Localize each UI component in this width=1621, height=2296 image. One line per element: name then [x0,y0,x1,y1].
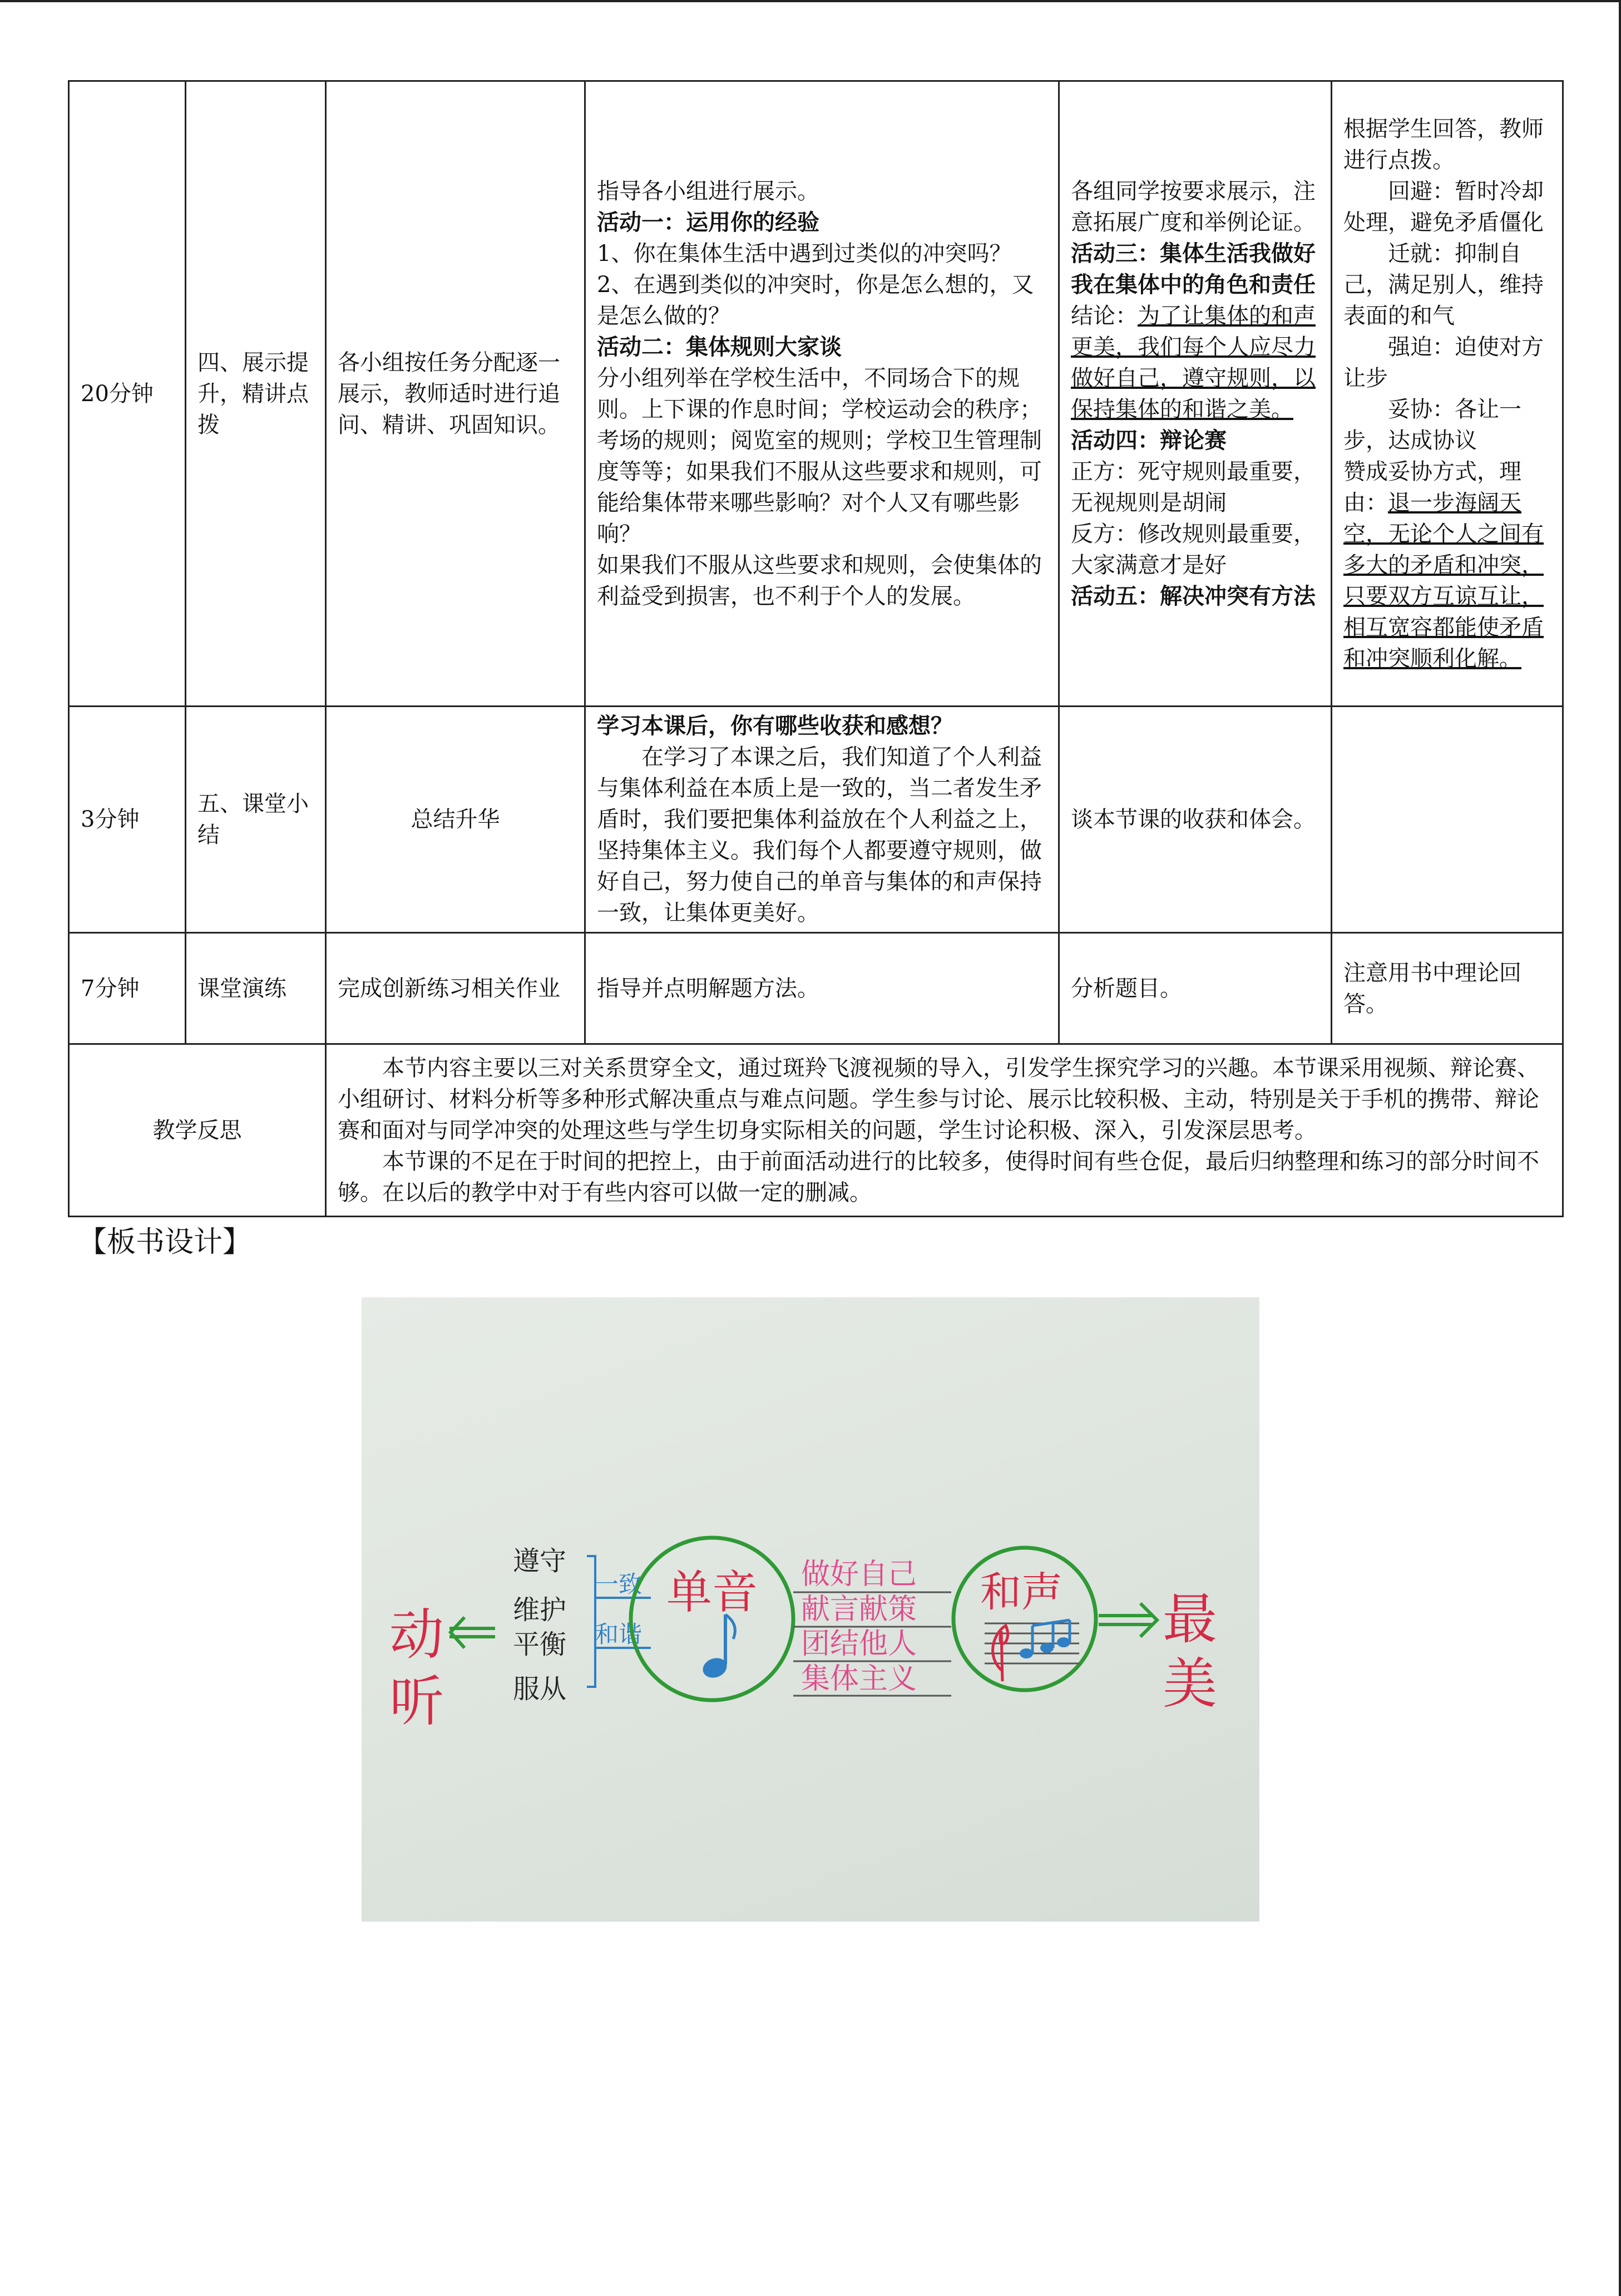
cell-line [1071,238,1319,269]
reflection-text [326,1044,1563,1217]
line-text: 指导并点明解题方法。 [597,975,819,1001]
cell-line [1343,394,1551,456]
design-intent-cell [1332,707,1563,933]
line-text: 回避：暂时冷却处理，避免矛盾僵化 [1343,178,1544,235]
blackboard-design-photo [362,1297,1259,1922]
line-text: 强迫：迫使对方让步 [1343,334,1544,391]
cell-line [597,550,1047,612]
line-text: 迁就：抑制自己，满足别人，维持表面的和气 [1343,240,1544,329]
cell-line [1071,804,1319,835]
cell-line [597,332,1047,363]
line-text: 2、在遇到类似的冲突时，你是怎么想的，又是怎么做的？ [597,271,1034,329]
left-circle-label: 单音 [666,1567,758,1618]
left-big-char: 听 [389,1672,444,1732]
reflection-label: 教学反思 [69,1044,326,1217]
lesson-plan-table [68,80,1564,1217]
line-text: 注意用书中理论回答。 [1343,960,1521,1017]
line-label: 赞成妥协方式，理由： [1343,458,1521,516]
line-text: 活动一：运用你的经验 [597,209,819,235]
line-text: 退一步海阔天空，无论个人之间有多大的矛盾和冲突，只要双方互谅互让，相互宽容都能使矛盾和冲突顺利化解。 [1343,490,1544,671]
cell-line [1343,113,1551,176]
right-big-char: 最 [1163,1590,1218,1650]
cell-line [597,238,1047,269]
music-staff-icon [985,1620,1079,1681]
left-list-item: 遵守 [513,1547,567,1576]
line-text: 分析题目。 [1071,975,1182,1001]
cell-line [1343,176,1551,238]
design-intent-cell [1332,933,1563,1044]
cell-line [597,176,1047,207]
middle-list-item: 集体主义 [801,1663,917,1695]
teacher-activity-cell [585,707,1059,933]
stage-cell: 四、展示提升，精讲点拨 [186,81,326,707]
design-cell: 总结升华 [326,707,585,933]
board-design-title: 【板书设计】 [78,1226,252,1259]
cell-line [597,363,1047,550]
line-text: 各组同学按要求展示，注意拓展广度和举例论证。 [1071,178,1316,235]
left-big-char: 动 [389,1606,444,1666]
student-activity-cell [1059,707,1332,933]
line-text: 妥协：各让一步，达成协议 [1343,396,1521,453]
cell-line [1343,238,1551,332]
middle-list-item: 献言献策 [801,1594,917,1626]
left-list-item: 平衡 [513,1630,567,1660]
cell-line [597,207,1047,238]
right-circle [953,1548,1096,1690]
right-arrow-icon [1099,1603,1157,1637]
line-text: 根据学生回答，教师进行点拨。 [1343,116,1544,173]
reflection-paragraph: 本节内容主要以三对关系贯穿全文，通过斑羚飞渡视频的导入，引发学生探究学习的兴趣。本节课采用视频、辩论赛、小组研讨、材料分析等多种形式解决重点与难点问题。学生参与讨论、展示比较积极、主动，特别是关于手机的携带、辩论赛和面对与同学冲突的处理这些与学生切身实际相关的问题，学生讨论积极、深入，引发深层思考。 [338,1055,1539,1143]
teacher-activity-cell [585,933,1059,1044]
line-text: 分小组列举在学校生活中，不同场合下的规则。上下课的作息时间；学校运动会的秩序；考场的规则；阅览室的规则；学校卫生管理制度等等；如果我们不服从这些要求和规则，可能给集体带来哪些影响？对个人又有哪些影响？ [597,365,1042,547]
left-list-item: 服从 [513,1675,567,1704]
page-top-border [0,0,1621,2]
line-text: 反方：修改规则最重要，大家满意才是好 [1071,521,1316,578]
line-text: 我在集体中的角色和责任 [1071,271,1316,298]
cell-line [1343,456,1551,674]
line-text: 活动五：解决冲突有方法 [1071,582,1316,609]
table-row [69,933,1563,1044]
cell-line [597,710,1047,742]
cell-line [1071,519,1319,581]
cell-line [1343,332,1551,394]
middle-list-item: 做好自己 [801,1559,917,1591]
line-label: 结论： [1071,303,1138,329]
student-activity-cell [1059,933,1332,1044]
stage-cell: 课堂演练 [186,933,326,1044]
reflection-paragraph: 本节课的不足在于时间的把控上，由于前面活动进行的比较多，使得时间有些仓促，最后归纳整理和练习的部分时间不够。在以后的教学中对于有些内容可以做一定的删减。 [338,1148,1539,1206]
middle-list-item: 团结他人 [801,1628,917,1660]
line-text: 活动四：辩论赛 [1071,427,1227,453]
right-circle-label: 和声 [980,1570,1062,1616]
cell-line [597,269,1047,332]
line-text: 活动三：集体生活我做好 [1071,240,1316,266]
board-diagram [362,1297,1259,1922]
stage-cell: 五、课堂小结 [186,707,326,933]
left-list-item: 维护 [513,1596,567,1625]
line-text: 如果我们不服从这些要求和规则，会使集体的利益受到损害，也不利于个人的发展。 [597,552,1042,609]
bracket-label: 一致 [595,1572,643,1598]
line-text: 指导各小组进行展示。 [597,178,819,204]
cell-line [1343,957,1551,1020]
bracket-label: 和谐 [595,1622,643,1648]
page-right-border [1619,0,1621,2296]
right-big-char: 美 [1163,1655,1218,1715]
music-note-icon [700,1614,735,1681]
table-row [69,707,1563,933]
cell-line [1071,176,1319,238]
design-cell: 各小组按任务分配逐一展示，教师适时进行追问、精讲、巩固知识。 [326,81,585,707]
line-text: 1、你在集体生活中遇到过类似的冲突吗？ [597,240,1012,266]
cell-line [1071,973,1319,1004]
left-arrow-icon [449,1617,495,1648]
cell-line [1071,425,1319,456]
cell-line [1071,300,1319,425]
cell-line [1071,269,1319,300]
line-text: 谈本节课的收获和体会。 [1071,807,1316,832]
line-text: 活动二：集体规则大家谈 [597,333,842,360]
line-text: 在学习了本课之后，我们知道了个人利益与集体利益在本质上是一致的，当二者发生矛盾时，我们要把集体利益放在个人利益之上，坚持集体主义。我们每个人都要遵守规则，做好自己，努力使自己的单音与集体的和声保持一致，让集体更美好。 [597,744,1042,926]
time-cell: 20分钟 [69,81,186,707]
table-row [69,81,1563,707]
reflection-row [69,1044,1563,1217]
line-text: 学习本课后，你有哪些收获和感想？ [597,713,953,739]
time-cell: 3分钟 [69,707,186,933]
student-activity-cell [1059,81,1332,707]
design-intent-cell [1332,81,1563,707]
design-cell: 完成创新练习相关作业 [326,933,585,1044]
cell-line [1071,456,1319,519]
teacher-activity-cell [585,81,1059,707]
cell-line [1071,581,1319,612]
cell-line [597,973,1047,1004]
time-cell: 7分钟 [69,933,186,1044]
line-text: 正方：死守规则最重要，无视规则是胡闹 [1071,458,1316,516]
cell-line [597,742,1047,929]
line-text: 为了让集体的和声更美，我们每个人应尽力做好自己，遵守规则，以保持集体的和谐之美。 [1071,303,1316,422]
